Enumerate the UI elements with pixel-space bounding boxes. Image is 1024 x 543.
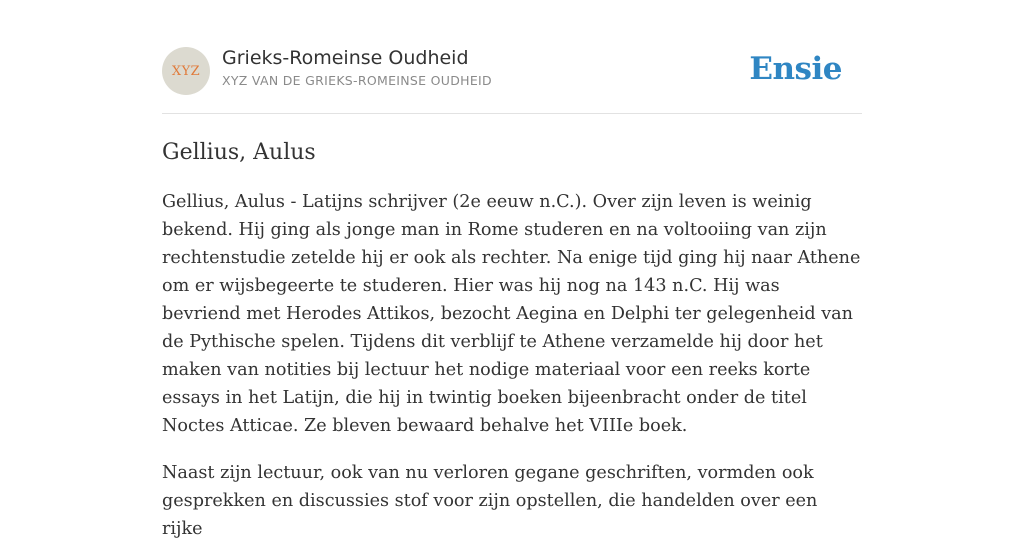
site-subtitle[interactable]: XYZ VAN DE GRIEKS-ROMEINSE OUDHEID	[222, 73, 492, 88]
avatar-text: XYZ	[171, 63, 201, 79]
article-paragraph: Naast zijn lectuur, ook van nu verloren gegane geschriften, vormden ook gesprekken en discussies stof voor zijn opstellen, die handelden over een rijke	[162, 463, 818, 539]
article-title: Gellius, Aulus	[162, 140, 316, 165]
article-paragraph: Gellius, Aulus - Latijns schrijver (2e eeuw n.C.). Over zijn leven is weinig bekend. Hij ging als jonge man in Rome studeren en na voltooiing van zijn rechtenstudie zetelde hij er ook als rechter. Na enige tijd ging hij naar Athene om er wijsbegeerte te studeren. Hier was hij nog na 143 n.C. Hij was bevriend met Herodes Attikos, bezocht Aegina en Delphi ter gelegenheid van de Pythische spelen. Tijdens dit verblijf te Athene verzamelde hij door het maken van notities bij lectuur het nodige materiaal voor een reeks korte essays in het Latijn, die hij in twintig boeken bijeenbracht onder de titel Noctes Atticae. Ze bleven bewaard behalve het VIIIe boek.	[162, 192, 861, 436]
site-title[interactable]: Grieks-Romeinse Oudheid	[222, 47, 469, 69]
brand-logo[interactable]: Ensie	[749, 51, 842, 87]
avatar[interactable]	[162, 47, 210, 95]
content-container	[162, 0, 862, 543]
header-titles	[222, 46, 492, 89]
site-header	[162, 0, 862, 114]
